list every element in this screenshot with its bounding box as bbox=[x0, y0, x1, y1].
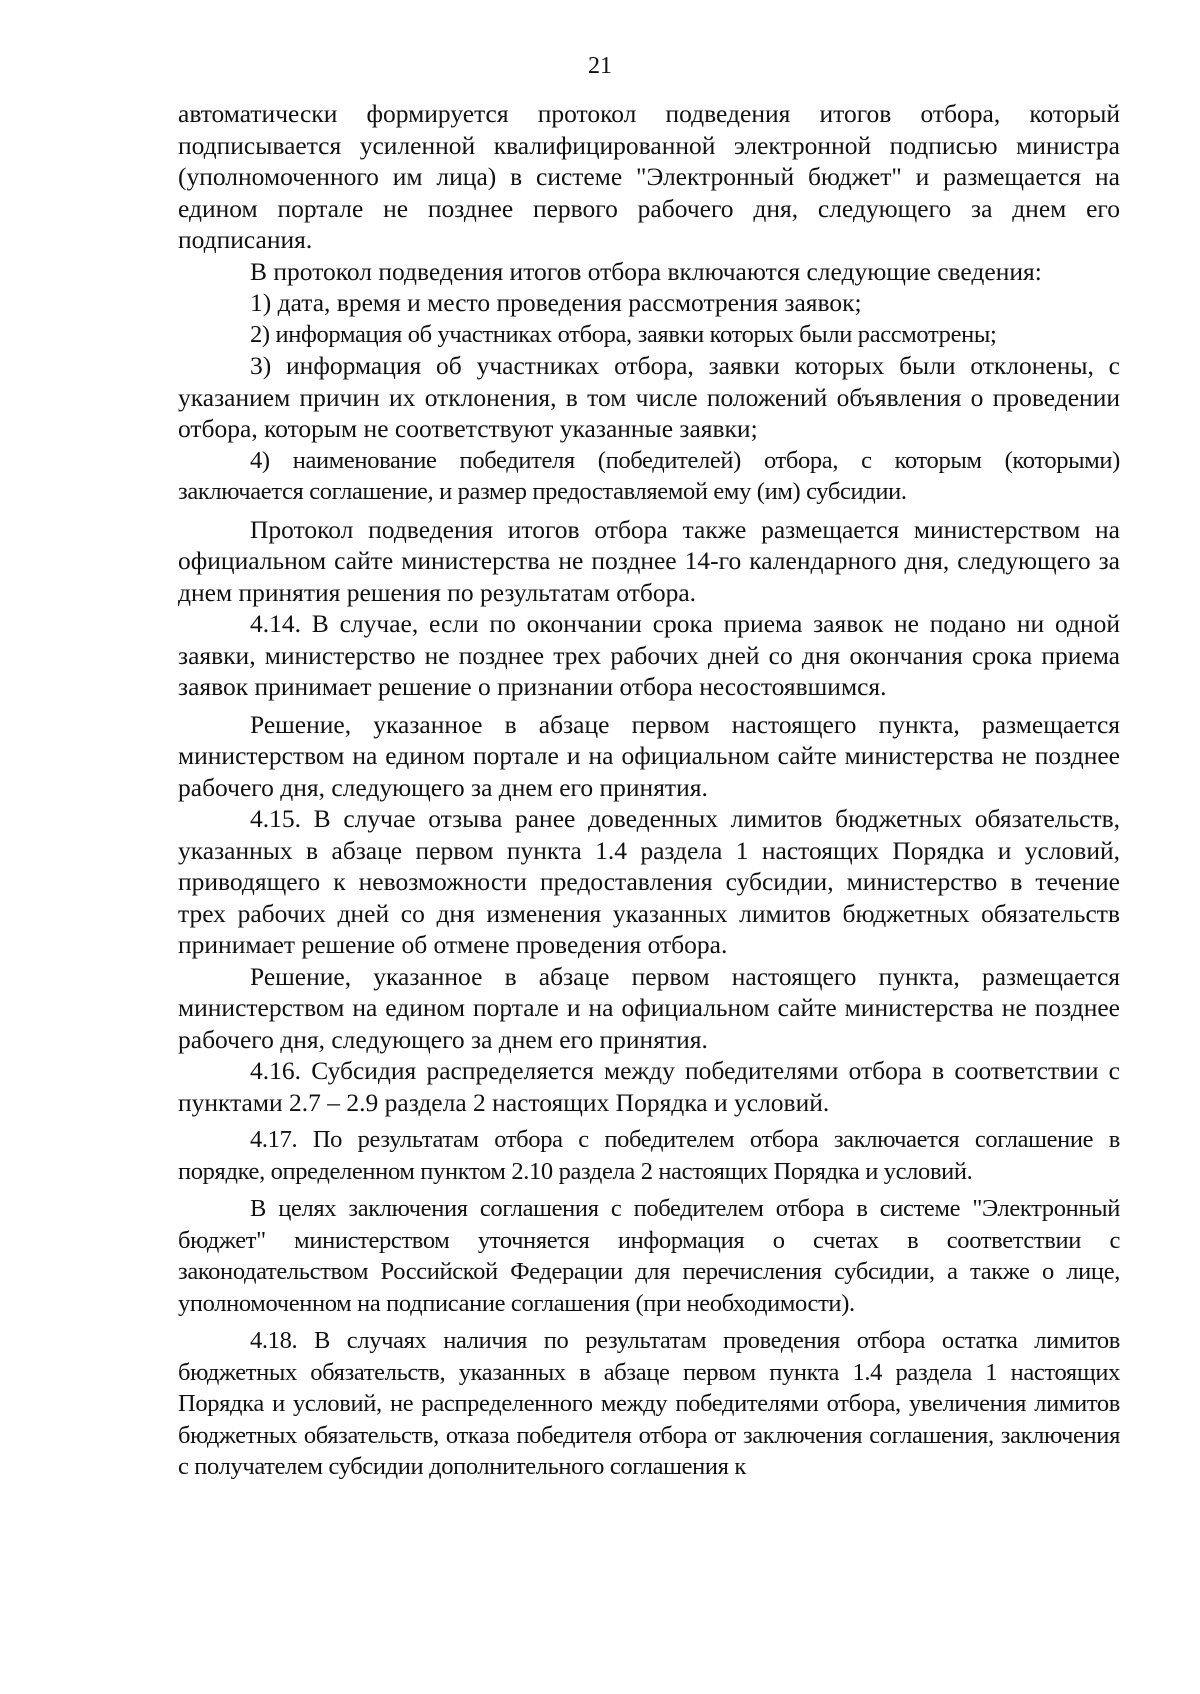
paragraph-4-18: 4.18. В случаях наличия по результатам проведения отбора остатка лимитов бюджетных обязательств, указанных в абзаце первом пункта 1.4 раздела 1 настоящих Порядка и условий, не распределенного между победителями отбора, увеличения лимитов бюджетных обязательств, отказа победителя отбора от заключения соглашения, заключения с получателем субсидии дополнительного соглашения к bbox=[178, 1327, 1120, 1480]
paragraph-protocol-contents: В протокол подведения итогов отбора включаются следующие сведения: bbox=[250, 256, 1042, 286]
paragraph-4-16: 4.16. Субсидия распределяется между победителями отбора в соответствии с пунктами 2.7 – 2.9 раздела 2 настоящих Порядка и условий. bbox=[178, 1056, 1120, 1117]
list-item-3: 3) информация об участниках отбора, заявки которых были отклонены, с указанием причин их отклонения, в том числе положений объявления о проведении отбора, которым не соответствуют указанные заявки; bbox=[178, 351, 1120, 443]
paragraph-4-15: 4.15. В случае отзыва ранее доведенных лимитов бюджетных обязательств, указанных в абзаце первом пункта 1.4 раздела 1 настоящих Порядка и условий, приводящего к невозможности предоставления субсидии, министерство в течение трех рабочих дней со дня изменения указанных лимитов бюджетных обязательств принимает решение об отмене проведения отбора. bbox=[178, 804, 1120, 959]
list-item-1: 1) дата, время и место проведения рассмотрения заявок; bbox=[250, 288, 862, 317]
paragraph-protocol-publication: Протокол подведения итогов отбора также размещается министерством на официальном сайте министерства не позднее 14-го календарного дня, следующего за днем принятия решения по результатам отбора. bbox=[178, 514, 1120, 607]
page-number: 21 bbox=[588, 53, 612, 79]
paragraph-4-17: 4.17. По результатам отбора с победителем отбора заключается соглашение в порядке, определенном пунктом 2.10 раздела 2 настоящих Порядка и условий. bbox=[178, 1126, 1120, 1185]
paragraph-protocol-continuation: автоматически формируется протокол подведения итогов отбора, который подписывается усиленной квалифицированной электронной подписью министра (уполномоченного им лица) в системе "Электронный бюджет" и размещается на едином портале не позднее первого рабочего дня, следующего за днем его подписания. bbox=[178, 99, 1120, 254]
paragraph-4-15-decision: Решение, указанное в абзаце первом настоящего пункта, размещается министерством на едином портале и на официальном сайте министерства не позднее рабочего дня, следующего за днем его принятия. bbox=[178, 961, 1120, 1054]
paragraph-4-14-decision: Решение, указанное в абзаце первом настоящего пункта, размещается министерством на едином портале и на официальном сайте министерства не позднее рабочего дня, следующего за днем его принятия. bbox=[178, 709, 1120, 802]
paragraph-4-14: 4.14. В случае, если по окончании срока приема заявок не подано ни одной заявки, министерство не позднее трех рабочих дней со дня окончания срока приема заявок принимает решение о признании отбора несостоявшимся. bbox=[178, 609, 1120, 701]
document-body bbox=[178, 98, 1120, 1483]
paragraph-4-17-details: В целях заключения соглашения с победителем отбора в системе "Электронный бюджет" министерством уточняется информация о счетах в соответствии с законодательством Российской Федерации для перечисления субсидии, а также о лице, уполномоченном на подписание соглашения (при необходимости). bbox=[178, 1195, 1120, 1317]
list-item-4: 4) наименование победителя (победителей) отбора, с которым (которыми) заключается соглашение, и размер предоставляемой ему (им) субсидии. bbox=[178, 446, 1120, 505]
list-item-2: 2) информация об участниках отбора, заявки которых были рассмотрены; bbox=[250, 320, 997, 348]
